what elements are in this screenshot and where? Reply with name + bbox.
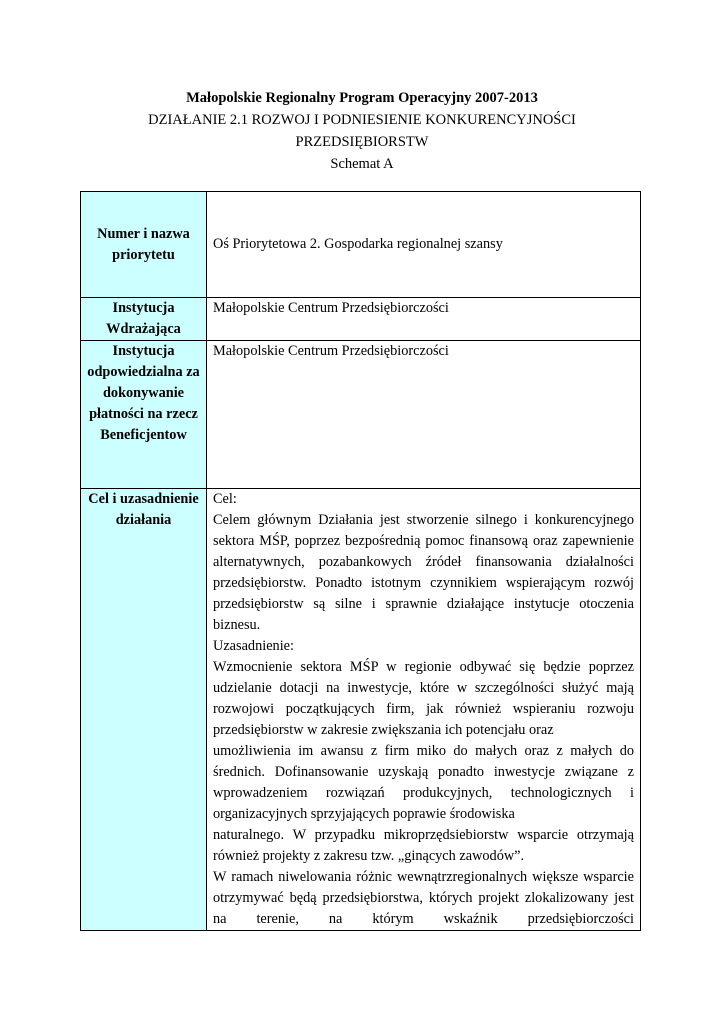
row-label-priority: Numer i nazwa priorytetu [81, 192, 207, 298]
justification-text-1: Wzmocnienie sektora MŚP w regionie odbywać się będzie poprzez udzielanie dotacji na inwestycje, które w szczególności służyć mają rozwojowi początkujących firm, jak również wspieraniu rozwoju przedsiębiorstw w zakresie zwiększania ich potencjału oraz [213, 659, 634, 738]
row-value-priority: Oś Priorytetowa 2. Gospodarka regionalnej szansy [207, 192, 641, 298]
row-value-payment-institution: Małopolskie Centrum Przedsiębiorczości [207, 341, 641, 489]
scheme-label: Schemat A [330, 156, 394, 172]
table-row [81, 298, 641, 341]
measure-title-continued: PRZEDSIĘBIORSTW [295, 134, 429, 150]
row-label-implementing-institution: Instytucja Wdrażająca [81, 298, 207, 341]
justification-heading: Uzasadnienie: [213, 638, 294, 654]
goal-text: Celem głównym Działania jest stworzenie silnego i konkurencyjnego sektora MŚP, poprzez bezpośrednią pomoc finansową oraz zapewnienie alternatywnych, pozabankowych źródeł finansowania działalności przedsiębiorstw. Ponadto istotnym czynnikiem wspierającym rozwój przedsiębiorstw są silne i sprawnie działające instytucje otoczenia biznesu. [213, 512, 634, 633]
document-title: Małopolskie Regionalny Program Operacyjny 2007-2013 [186, 90, 538, 106]
measure-title: DZIAŁANIE 2.1 ROZWOJ I PODNIESIENIE KONKURENCYJNOŚCI [148, 112, 576, 128]
table-row [81, 341, 641, 489]
row-value-goal-justification [207, 489, 641, 931]
row-label-payment-institution: Instytucja odpowiedzialna za dokonywanie płatności na rzecz Beneficjentow [81, 341, 207, 489]
table-row [81, 192, 641, 298]
row-label-goal-justification: Cel i uzasadnienie działania [81, 489, 207, 931]
justification-text-4: W ramach niwelowania różnic wewnątrzregionalnych większe wsparcie otrzymywać będą przedsiębiorstwa, których projekt zlokalizowany jest na terenie, na którym wskaźnik przedsiębiorczości [213, 869, 634, 927]
justification-text-2: umożliwienia im awansu z firm miko do małych oraz z małych do średnich. Dofinansowanie uzyskają ponadto inwestycje związane z wprowadzeniem rozwiązań produkcyjnych, technologicznych i organizacyjnych sprzyjających poprawie środowiska [213, 743, 634, 822]
goal-heading: Cel: [213, 491, 237, 507]
justification-text-3: naturalnego. W przypadku mikroprzędsiebiorstw wsparcie otrzymają również projekty z zakresu tzw. „ginących zawodów”. [213, 827, 634, 864]
table-row [81, 489, 641, 931]
measure-description-table [80, 191, 641, 931]
row-value-implementing-institution: Małopolskie Centrum Przedsiębiorczości [207, 298, 641, 341]
